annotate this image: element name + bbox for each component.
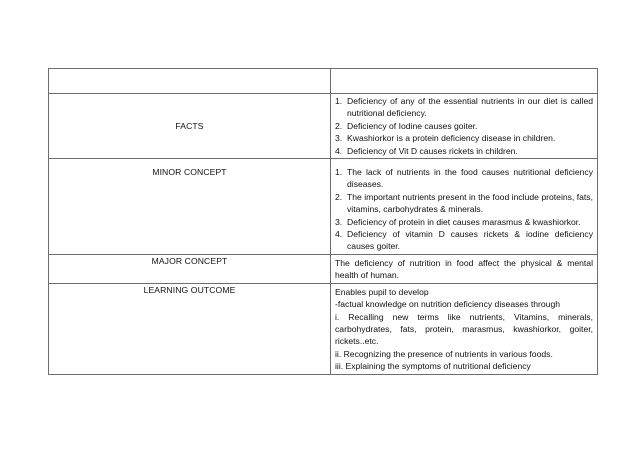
learning-outcome-line: Enables pupil to develop: [335, 286, 429, 297]
major-concept-text: The deficiency of nutrition in food affect the physical & mental health of human.: [335, 257, 593, 281]
list-item: 1. The lack of nutrients in the food causes nutritional deficiency diseases.: [335, 167, 593, 190]
table-row-minor-concept: [49, 159, 598, 255]
facts-list: [335, 95, 593, 157]
table-row-facts: [49, 94, 598, 159]
list-item: 2. Deficiency of Iodine causes goiter.: [335, 120, 478, 131]
major-concept-label: MAJOR CONCEPT: [151, 255, 228, 266]
minor-concept-content-cell: [331, 159, 598, 255]
learning-outcome-content-cell: [331, 283, 598, 374]
learning-outcome-line: -factual knowledge on nutrition deficiency diseases through: [335, 299, 561, 310]
learning-outcome-line: ii. Recognizing the presence of nutrients in various foods.: [335, 348, 553, 359]
list-item: 3. Kwashiorkor is a protein deficiency disease in children.: [335, 133, 556, 144]
facts-content-cell: [331, 94, 598, 159]
list-item: 2. The important nutrients present in the food include proteins, fats, vitamins, carbohydrates & minerals.: [335, 191, 593, 215]
table-row-learning-outcome: [49, 283, 598, 374]
table-row-major-concept: [49, 254, 598, 283]
facts-label-cell: [49, 94, 331, 159]
major-concept-label-cell: [49, 254, 331, 283]
learning-outcome-label: LEARNING OUTCOME: [143, 284, 236, 295]
list-item: 3. Deficiency of protein in diet causes marasmus & kwashiorkor.: [335, 216, 581, 227]
minor-concept-label-cell: [49, 159, 331, 255]
list-item: 1. Deficiency of any of the essential nutrients in our diet is called nutritional deficiency.: [335, 96, 593, 119]
learning-outcome-line: i. Recalling new terms like nutrients, Vitamins, minerals, carbohydrates, fats, protein, marasmus, kwashiorkor, goiter, rickets..etc.: [335, 311, 593, 347]
list-item: 4. Deficiency of vitamin D causes rickets & iodine deficiency causes goiter.: [335, 229, 593, 252]
header-cell-right: [331, 69, 598, 94]
table-header-row: [49, 69, 598, 94]
minor-concept-list: [335, 166, 593, 253]
header-cell-left: [49, 69, 331, 94]
facts-label: FACTS: [175, 120, 204, 131]
minor-concept-label: MINOR CONCEPT: [152, 167, 227, 178]
learning-outcome-label-cell: [49, 283, 331, 374]
list-item: 4. Deficiency of Vit D causes rickets in children.: [335, 145, 518, 156]
lesson-table: [48, 68, 598, 375]
major-concept-content-cell: [331, 254, 598, 283]
learning-outcome-line: iii. Explaining the symptoms of nutritional deficiency: [335, 361, 531, 372]
